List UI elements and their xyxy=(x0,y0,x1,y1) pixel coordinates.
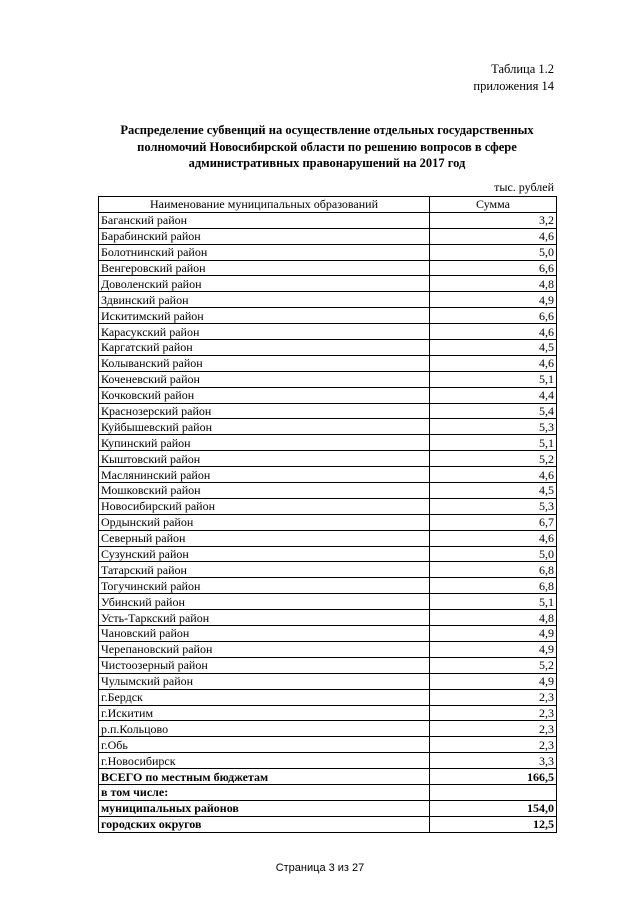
row-value: 4,9 xyxy=(430,292,557,308)
subsidy-table xyxy=(98,196,557,833)
table-row xyxy=(99,467,557,483)
table-row xyxy=(99,546,557,562)
row-name: муниципальных районов xyxy=(99,800,430,816)
row-value: 4,8 xyxy=(430,276,557,292)
row-name: г.Искитим xyxy=(99,705,430,721)
row-value: 12,5 xyxy=(430,816,557,832)
table-row xyxy=(99,276,557,292)
row-value: 6,6 xyxy=(430,260,557,276)
row-name: Коченевский район xyxy=(99,371,430,387)
table-row xyxy=(99,641,557,657)
row-value: 4,6 xyxy=(430,228,557,244)
row-name: Северный район xyxy=(99,530,430,546)
row-name: Татарский район xyxy=(99,562,430,578)
table-row xyxy=(99,737,557,753)
row-value: 6,7 xyxy=(430,514,557,530)
page-footer: Страница 3 из 27 xyxy=(275,862,365,874)
row-name: Куйбышевский район xyxy=(99,419,430,435)
row-value: 4,5 xyxy=(430,483,557,499)
row-value: 5,2 xyxy=(430,451,557,467)
row-value: 5,2 xyxy=(430,657,557,673)
row-name: Барабинский район xyxy=(99,228,430,244)
row-name: ВСЕГО по местным бюджетам xyxy=(99,769,430,785)
row-value: 4,5 xyxy=(430,340,557,356)
row-name: в том числе: xyxy=(99,784,430,800)
table-row xyxy=(99,530,557,546)
table-row xyxy=(99,435,557,451)
row-name: г.Новосибирск xyxy=(99,753,430,769)
row-name: Ордынский район xyxy=(99,514,430,530)
row-value: 4,9 xyxy=(430,673,557,689)
table-row xyxy=(99,419,557,435)
row-value: 6,8 xyxy=(430,578,557,594)
row-value: 2,3 xyxy=(430,689,557,705)
table-row xyxy=(99,403,557,419)
table-row xyxy=(99,228,557,244)
row-name: Искитимский район xyxy=(99,308,430,324)
row-name: Здвинский район xyxy=(99,292,430,308)
row-value: 4,8 xyxy=(430,610,557,626)
row-name: г.Бердск xyxy=(99,689,430,705)
row-value: 4,6 xyxy=(430,355,557,371)
table-row xyxy=(99,244,557,260)
table-row xyxy=(99,340,557,356)
subtotal-row xyxy=(99,816,557,832)
row-name: Кыштовский район xyxy=(99,451,430,467)
row-name: Кочковский район xyxy=(99,387,430,403)
table-number: Таблица 1.2 xyxy=(491,62,554,76)
table-row xyxy=(99,689,557,705)
table-row xyxy=(99,355,557,371)
row-name: Болотнинский район xyxy=(99,244,430,260)
table-row xyxy=(99,578,557,594)
row-name: Убинский район xyxy=(99,594,430,610)
total-row xyxy=(99,769,557,785)
table-row xyxy=(99,673,557,689)
row-name: р.п.Кольцово xyxy=(99,721,430,737)
table-row xyxy=(99,562,557,578)
row-value: 5,0 xyxy=(430,244,557,260)
row-value: 5,1 xyxy=(430,594,557,610)
table-row xyxy=(99,324,557,340)
row-value: 4,9 xyxy=(430,641,557,657)
table-row xyxy=(99,514,557,530)
unit-label: тыс. рублей xyxy=(494,180,554,194)
row-value: 5,1 xyxy=(430,435,557,451)
row-value xyxy=(430,784,557,800)
row-value: 4,6 xyxy=(430,467,557,483)
row-value: 3,2 xyxy=(430,212,557,228)
row-value: 166,5 xyxy=(430,769,557,785)
table-header-row xyxy=(99,197,557,213)
row-name: Чистоозерный район xyxy=(99,657,430,673)
row-name: Маслянинский район xyxy=(99,467,430,483)
row-value: 5,4 xyxy=(430,403,557,419)
table-row xyxy=(99,626,557,642)
document-title: Распределение субвенций на осуществление отдельных государственных полномочий Новосибирской области по решению вопросов в сфере административных правонарушений на 2017 год xyxy=(120,123,534,170)
row-value: 4,4 xyxy=(430,387,557,403)
table-row xyxy=(99,721,557,737)
table-row xyxy=(99,657,557,673)
row-value: 4,9 xyxy=(430,626,557,642)
row-name: Тогучинский район xyxy=(99,578,430,594)
row-value: 2,3 xyxy=(430,705,557,721)
row-value: 6,6 xyxy=(430,308,557,324)
row-name: Новосибирский район xyxy=(99,498,430,514)
table-row xyxy=(99,292,557,308)
table-row xyxy=(99,308,557,324)
row-name: Каргатский район xyxy=(99,340,430,356)
row-name: Усть-Таркский район xyxy=(99,610,430,626)
column-header-name: Наименование муниципальных образований xyxy=(99,197,430,213)
table-row xyxy=(99,483,557,499)
table-row xyxy=(99,212,557,228)
row-name: Купинский район xyxy=(99,435,430,451)
table-row xyxy=(99,371,557,387)
row-name: Краснозерский район xyxy=(99,403,430,419)
table-row xyxy=(99,260,557,276)
row-name: Мошковский район xyxy=(99,483,430,499)
appendix-label: приложения 14 xyxy=(473,79,554,93)
row-value: 4,6 xyxy=(430,530,557,546)
row-value: 5,3 xyxy=(430,498,557,514)
row-value: 5,0 xyxy=(430,546,557,562)
column-header-sum: Сумма xyxy=(430,197,557,213)
row-name: Колыванский район xyxy=(99,355,430,371)
row-name: г.Обь xyxy=(99,737,430,753)
row-value: 2,3 xyxy=(430,737,557,753)
row-value: 3,3 xyxy=(430,753,557,769)
row-name: Доволенский район xyxy=(99,276,430,292)
row-name: Карасукский район xyxy=(99,324,430,340)
table-body xyxy=(99,212,557,832)
row-name: Баганский район xyxy=(99,212,430,228)
table-row xyxy=(99,594,557,610)
row-name: Венгеровский район xyxy=(99,260,430,276)
row-value: 2,3 xyxy=(430,721,557,737)
subtotal-row xyxy=(99,800,557,816)
including-row xyxy=(99,784,557,800)
row-value: 5,1 xyxy=(430,371,557,387)
row-name: городских округов xyxy=(99,816,430,832)
table-row xyxy=(99,705,557,721)
table-row xyxy=(99,451,557,467)
table-row xyxy=(99,498,557,514)
row-value: 5,3 xyxy=(430,419,557,435)
row-value: 154,0 xyxy=(430,800,557,816)
row-value: 4,6 xyxy=(430,324,557,340)
table-row xyxy=(99,610,557,626)
table-row xyxy=(99,753,557,769)
row-name: Чулымский район xyxy=(99,673,430,689)
table-row xyxy=(99,387,557,403)
row-name: Сузунский район xyxy=(99,546,430,562)
row-name: Черепановский район xyxy=(99,641,430,657)
row-value: 6,8 xyxy=(430,562,557,578)
row-name: Чановский район xyxy=(99,626,430,642)
